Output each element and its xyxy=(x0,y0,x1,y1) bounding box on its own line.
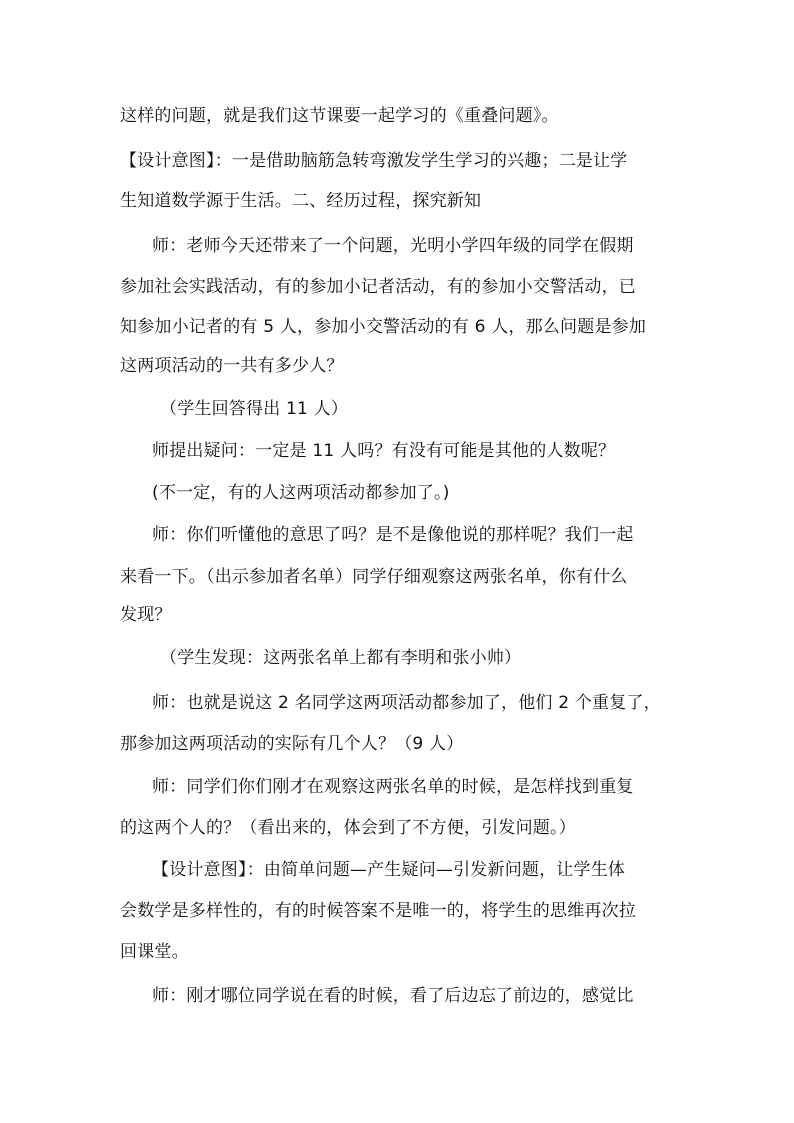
text-line: 来看一下。（出示参加者名单）同学仔细观察这两张名单，你有什么 xyxy=(120,567,628,587)
text-line: 师提出疑问：一定是 11 人吗？有没有可能是其他的人数呢？ xyxy=(152,441,616,461)
text-line: 发现？ xyxy=(120,605,172,625)
text-line: 参加社会实践活动，有的参加小记者活动，有的参加小交警活动，已 xyxy=(120,277,636,297)
text-line: 那参加这两项活动的实际有几个人？（9 人） xyxy=(120,734,464,754)
text-line: 生知道数学源于生活。二、经历过程，探究新知 xyxy=(120,191,482,211)
text-line: 师：刚才哪位同学说在看的时候，看了后边忘了前边的，感觉比 xyxy=(152,986,634,1006)
text-line: 师：老师今天还带来了一个问题，光明小学四年级的同学在假期 xyxy=(152,236,634,256)
text-line: 这两项活动的一共有多少人？ xyxy=(120,356,344,376)
text-line: 知参加小记者的有 5 人，参加小交警活动的有 6 人，那么问题是参加 xyxy=(120,317,647,337)
text-line: 师：同学们你们刚才在观察这两张名单的时候，是怎样找到重复 xyxy=(152,777,634,797)
text-line: （学生发现：这两张名单上都有李明和张小帅） xyxy=(160,648,522,668)
design-intent-line: 【设计意图】：由简单问题—产生疑问—引发新问题，让学生体 xyxy=(152,860,626,880)
text-line: 的这两个人的？（看出来的，体会到了不方便，引发问题。） xyxy=(120,818,576,838)
text-line: 这样的问题，就是我们这节课要一起学习的《重叠问题》。 xyxy=(120,106,559,126)
text-line: 师：你们听懂他的意思了吗？是不是像他说的那样呢？我们一起 xyxy=(152,525,634,545)
text-line: 师：也就是说这 2 名同学这两项活动都参加了，他们 2 个重复了， xyxy=(152,693,661,713)
text-line: （学生回答得出 11 人） xyxy=(160,399,349,419)
text-line: (不一定，有的人这两项活动都参加了。) xyxy=(152,483,450,503)
text-line: 回课堂。 xyxy=(120,942,189,962)
text-line: 会数学是多样性的，有的时候答案不是唯一的，将学生的思维再次拉 xyxy=(120,901,636,921)
design-intent-line: 【设计意图】：一是借助脑筋急转弯激发学生学习的兴趣；二是让学 xyxy=(120,151,628,171)
